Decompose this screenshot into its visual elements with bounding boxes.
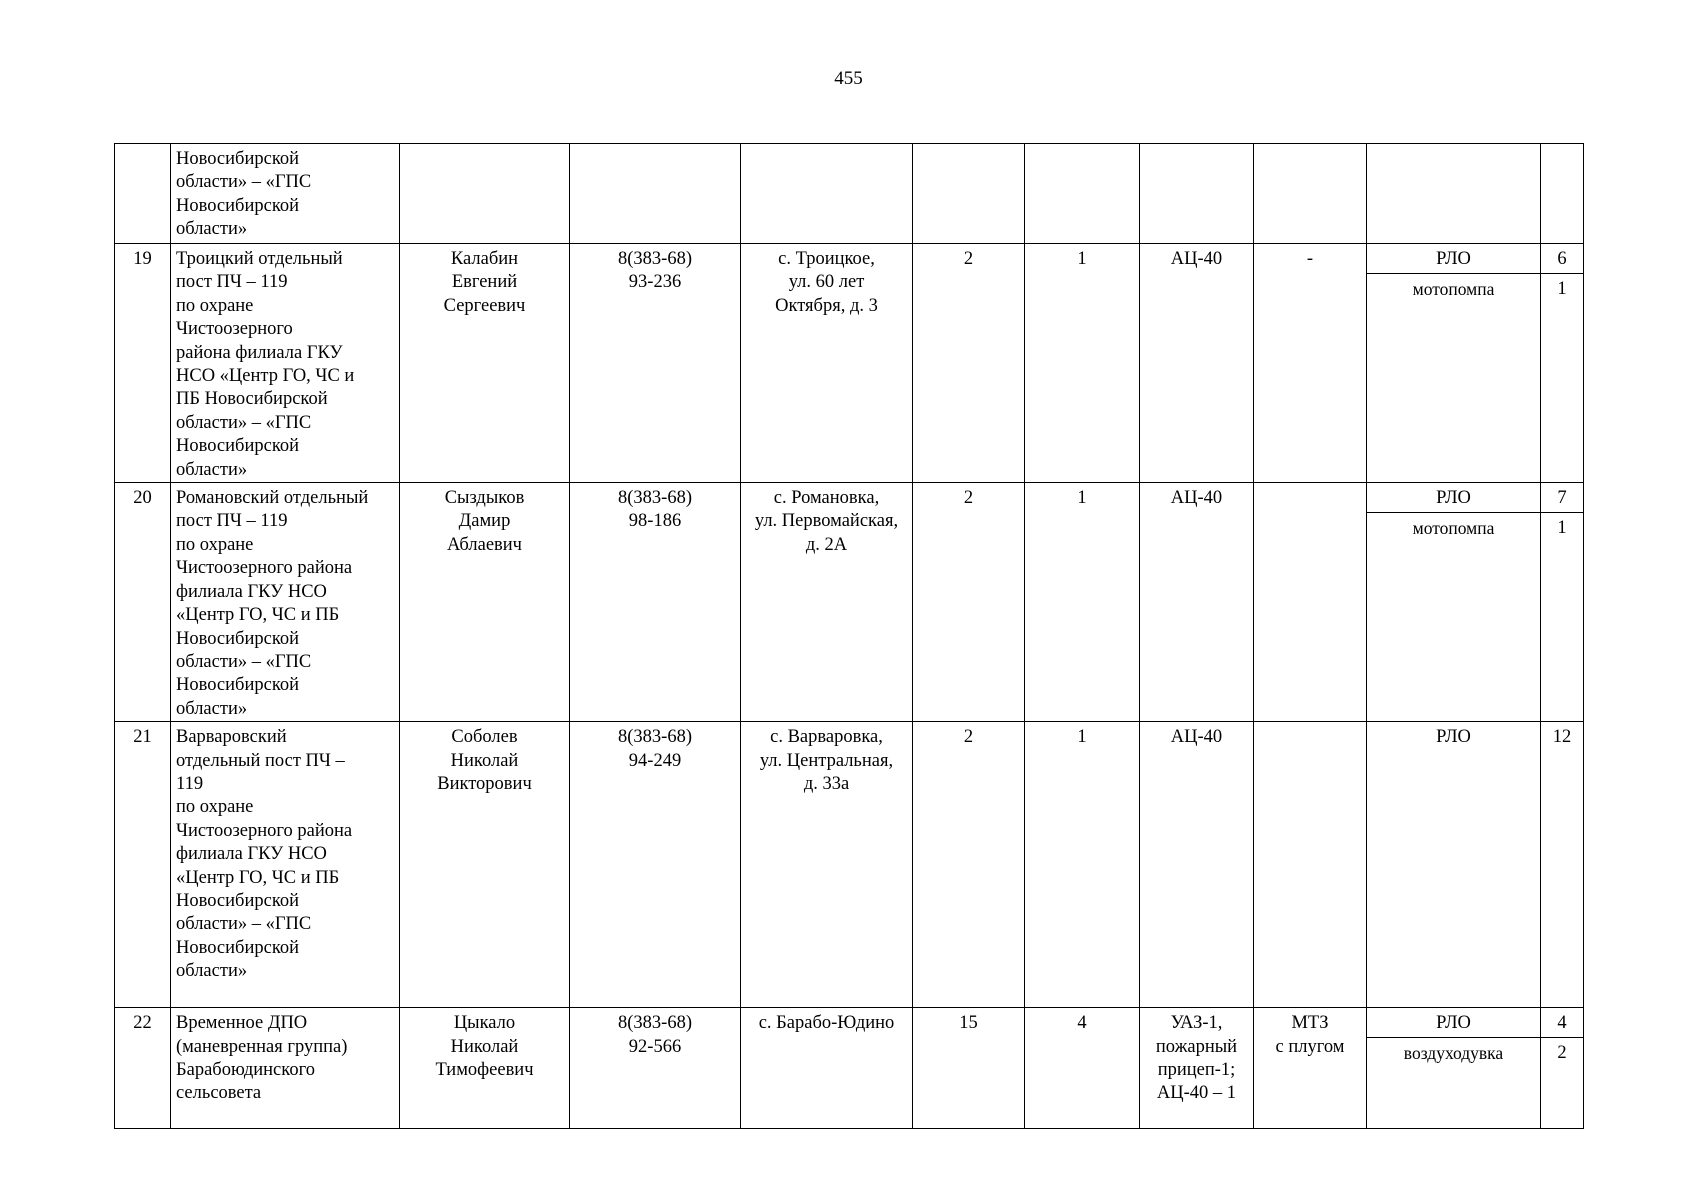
equipment-name: РЛО: [1436, 727, 1471, 748]
table-row: [115, 483, 1584, 722]
equipment-names: [1367, 722, 1541, 1008]
equipment-quantity: 1: [1557, 518, 1567, 539]
head-name: Калабин Евгений Сергеевич: [400, 244, 570, 483]
equipment-names: [1367, 144, 1541, 244]
table-row: [115, 1008, 1584, 1129]
address: с. Романовка, ул. Первомайская, д. 2А: [741, 483, 913, 722]
equipment-name: РЛО: [1367, 1008, 1540, 1038]
row-number: 22: [115, 1008, 171, 1129]
equipment-names: [1367, 244, 1541, 483]
equipment-qty: [1541, 144, 1584, 244]
row-number: 19: [115, 244, 171, 483]
personnel-count: 2: [913, 722, 1025, 1008]
phone: 8(383-68) 94-249: [570, 722, 741, 1008]
equipment-qty: [1541, 722, 1584, 1008]
special-equipment: [1254, 722, 1367, 1008]
vehicles: АЦ-40: [1140, 483, 1254, 722]
unit-name: Троицкий отдельный пост ПЧ – 119 по охране Чистоозерного района филиала ГКУ НСО «Центр ГО, ЧС и ПБ Новосибирской области» – «ГПС Новосибирской области»: [171, 244, 400, 483]
phone: 8(383-68) 92-566: [570, 1008, 741, 1129]
equipment-name: РЛО: [1367, 483, 1540, 513]
vehicles: АЦ-40: [1140, 244, 1254, 483]
address: с. Варваровка, ул. Центральная, д. 33а: [741, 722, 913, 1008]
special-equipment: МТЗ с плугом: [1254, 1008, 1367, 1129]
equipment-qty: [1541, 1008, 1584, 1129]
row-number: [115, 144, 171, 244]
equipment-name: мотопомпа: [1412, 279, 1495, 299]
special-equipment: -: [1254, 244, 1367, 483]
table-row: [115, 144, 1584, 244]
head-name: [400, 144, 570, 244]
address: с. Барабо-Юдино: [741, 1008, 913, 1129]
equipment-name: РЛО: [1367, 244, 1540, 274]
table-row: [115, 244, 1584, 483]
vehicles: АЦ-40: [1140, 722, 1254, 1008]
head-name: Сыздыков Дамир Аблаевич: [400, 483, 570, 722]
equipment-name: [1367, 144, 1540, 148]
data-table: [114, 143, 1584, 1129]
phone: 8(383-68) 98-186: [570, 483, 741, 722]
row-number: 21: [115, 722, 171, 1008]
vehicles: [1140, 144, 1254, 244]
equipment-quantity: 1: [1557, 279, 1567, 299]
equipment-quantity: [1541, 144, 1583, 148]
shift-count: 1: [1025, 244, 1140, 483]
phone: 8(383-68) 93-236: [570, 244, 741, 483]
equipment-name: воздуходувка: [1403, 1043, 1504, 1064]
equipment-qty: [1541, 483, 1584, 722]
vehicles: УАЗ-1, пожарный прицеп-1; АЦ-40 – 1: [1140, 1008, 1254, 1129]
unit-name: Временное ДПО (маневренная группа) Барабоюдинского сельсовета: [171, 1008, 400, 1129]
equipment-quantity: 6: [1541, 244, 1583, 274]
equipment-quantity: 12: [1552, 727, 1572, 748]
equipment-quantity: 4: [1541, 1008, 1583, 1038]
address: [741, 144, 913, 244]
head-name: Цыкало Николай Тимофеевич: [400, 1008, 570, 1129]
equipment-names: [1367, 483, 1541, 722]
equipment-names: [1367, 1008, 1541, 1129]
personnel-count: 2: [913, 244, 1025, 483]
shift-count: 1: [1025, 483, 1140, 722]
address: с. Троицкое, ул. 60 лет Октября, д. 3: [741, 244, 913, 483]
shift-count: [1025, 144, 1140, 244]
table-row: [115, 722, 1584, 1008]
personnel-count: 2: [913, 483, 1025, 722]
equipment-quantity: 7: [1541, 483, 1583, 513]
equipment-name: мотопомпа: [1412, 518, 1495, 539]
equipment-quantity: 2: [1557, 1043, 1567, 1064]
phone: [570, 144, 741, 244]
head-name: Соболев Николай Викторович: [400, 722, 570, 1008]
row-number: 20: [115, 483, 171, 722]
unit-name: Романовский отдельный пост ПЧ – 119 по охране Чистоозерного района филиала ГКУ НСО «Центр ГО, ЧС и ПБ Новосибирской области» – «ГПС Новосибирской области»: [171, 483, 400, 722]
equipment-qty: [1541, 244, 1584, 483]
unit-name: Варваровский отдельный пост ПЧ – 119 по охране Чистоозерного района филиала ГКУ НСО «Центр ГО, ЧС и ПБ Новосибирской области» – «ГПС Новосибирской области»: [171, 722, 400, 1008]
personnel-count: [913, 144, 1025, 244]
personnel-count: 15: [913, 1008, 1025, 1129]
special-equipment: [1254, 144, 1367, 244]
special-equipment: [1254, 483, 1367, 722]
unit-name: Новосибирской области» – «ГПС Новосибирской области»: [171, 144, 400, 244]
page-number: 455: [834, 68, 863, 89]
shift-count: 4: [1025, 1008, 1140, 1129]
shift-count: 1: [1025, 722, 1140, 1008]
